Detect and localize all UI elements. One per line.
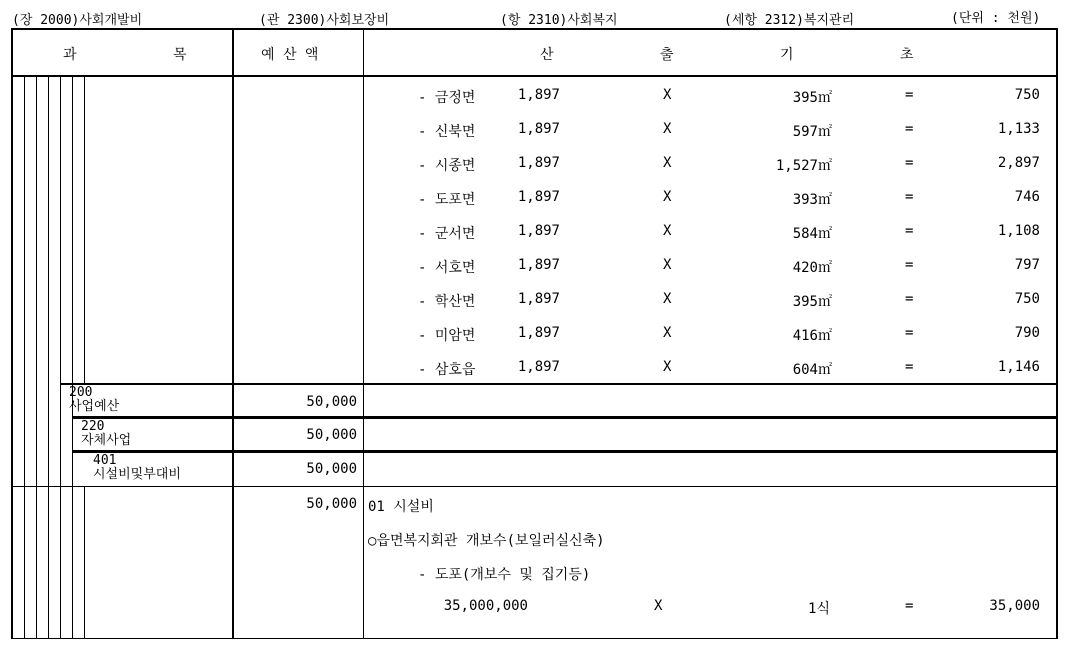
detail-eq: = bbox=[905, 598, 914, 614]
calc-row-op: X bbox=[663, 257, 672, 273]
subject-header-2: 목 bbox=[173, 47, 187, 63]
calc-row-rate: 1,897 bbox=[517, 155, 560, 171]
hang-label: (항 2310)사회복지 bbox=[500, 13, 618, 28]
calc-row-name: - 삼호읍 bbox=[418, 362, 476, 378]
calc-row-eq: = bbox=[905, 359, 914, 375]
calc-row-name: - 군서면 bbox=[418, 226, 476, 242]
calc-row-name: - 신북면 bbox=[418, 124, 476, 140]
calc-row-eq: = bbox=[905, 325, 914, 341]
basis-header-1: 산 bbox=[540, 47, 554, 63]
detail-sub: - 도포(개보수 및 집기등) bbox=[418, 567, 591, 583]
calc-row-op: X bbox=[663, 121, 672, 137]
calc-row-op: X bbox=[663, 359, 672, 375]
calc-row-rate: 1,897 bbox=[517, 121, 560, 137]
calc-row-op: X bbox=[663, 325, 672, 341]
calc-row-name: - 도포면 bbox=[418, 192, 476, 208]
calc-row-result: 797 bbox=[1014, 257, 1040, 273]
subject-header-1: 과 bbox=[63, 47, 77, 63]
calc-row-eq: = bbox=[905, 189, 914, 205]
calc-row-op: X bbox=[663, 189, 672, 205]
detail-title: 01 시설비 bbox=[368, 499, 434, 515]
calc-row-area: 416㎡ bbox=[792, 328, 832, 344]
basis-header-2: 출 bbox=[660, 47, 674, 63]
item-220-amount: 50,000 bbox=[306, 427, 357, 443]
budget-header: 예 산 액 bbox=[261, 47, 319, 63]
detail-qty: 1식 bbox=[808, 601, 830, 617]
calc-row-name: - 미암면 bbox=[418, 328, 476, 344]
calc-row-result: 750 bbox=[1014, 291, 1040, 307]
calc-row-area: 1,527㎡ bbox=[775, 158, 832, 174]
calc-row-eq: = bbox=[905, 291, 914, 307]
calc-row-rate: 1,897 bbox=[517, 325, 560, 341]
calc-row-area: 395㎡ bbox=[792, 90, 832, 106]
gwan-label: (관 2300)사회보장비 bbox=[259, 13, 390, 28]
calc-row-name: - 서호면 bbox=[418, 260, 476, 276]
calc-row-name: - 학산면 bbox=[418, 294, 476, 310]
item-401-amount: 50,000 bbox=[306, 461, 357, 477]
calc-row-result: 1,133 bbox=[997, 121, 1040, 137]
detail-project: ○읍면복지회관 개보수(보일러실신축) bbox=[368, 533, 605, 549]
calc-row-result: 2,897 bbox=[997, 155, 1040, 171]
divider-dashed bbox=[11, 486, 84, 487]
calc-row-area: 420㎡ bbox=[792, 260, 832, 276]
calc-row-result: 750 bbox=[1014, 87, 1040, 103]
item-401-name: 시설비및부대비 bbox=[93, 467, 181, 482]
calc-row-eq: = bbox=[905, 257, 914, 273]
detail-cost: 35,000,000 bbox=[443, 598, 528, 614]
detail-amount: 50,000 bbox=[306, 496, 357, 512]
calc-row-result: 1,108 bbox=[997, 223, 1040, 239]
calc-row-op: X bbox=[663, 223, 672, 239]
calc-row-op: X bbox=[663, 87, 672, 103]
calc-row-rate: 1,897 bbox=[517, 291, 560, 307]
item-200-code: 200 bbox=[69, 385, 93, 400]
item-200-name: 사업예산 bbox=[69, 399, 120, 414]
calc-row-eq: = bbox=[905, 223, 914, 239]
item-220-code: 220 bbox=[81, 419, 105, 434]
detail-op: X bbox=[654, 598, 663, 614]
detail-result: 35,000 bbox=[989, 598, 1040, 614]
calc-row-op: X bbox=[663, 155, 672, 171]
calc-row-name: - 시종면 bbox=[418, 158, 476, 174]
calc-row-rate: 1,897 bbox=[517, 87, 560, 103]
basis-header-3: 기 bbox=[780, 47, 794, 63]
calc-row-eq: = bbox=[905, 121, 914, 137]
calc-row-area: 395㎡ bbox=[792, 294, 832, 310]
calc-row-result: 790 bbox=[1014, 325, 1040, 341]
item-401-code: 401 bbox=[93, 453, 117, 468]
calc-row-result: 1,146 bbox=[997, 359, 1040, 375]
calc-row-rate: 1,897 bbox=[517, 223, 560, 239]
calc-row-area: 393㎡ bbox=[792, 192, 832, 208]
calc-row-name: - 금정면 bbox=[418, 90, 476, 106]
calc-row-op: X bbox=[663, 291, 672, 307]
calc-row-rate: 1,897 bbox=[517, 257, 560, 273]
unit-label: (단위 : 천원) bbox=[951, 11, 1041, 26]
calc-row-area: 597㎡ bbox=[792, 124, 832, 140]
calc-row-eq: = bbox=[905, 155, 914, 171]
calc-row-rate: 1,897 bbox=[517, 189, 560, 205]
calc-row-eq: = bbox=[905, 87, 914, 103]
calc-row-result: 746 bbox=[1014, 189, 1040, 205]
calc-row-rate: 1,897 bbox=[517, 359, 560, 375]
jang-label: (장 2000)사회개발비 bbox=[12, 13, 143, 28]
calc-row-area: 584㎡ bbox=[792, 226, 832, 242]
basis-header-4: 초 bbox=[900, 47, 914, 63]
sehang-label: (세항 2312)복지관리 bbox=[724, 13, 855, 28]
item-220-name: 자체사업 bbox=[81, 433, 132, 448]
item-200-amount: 50,000 bbox=[306, 394, 357, 410]
calc-row-area: 604㎡ bbox=[792, 362, 832, 378]
